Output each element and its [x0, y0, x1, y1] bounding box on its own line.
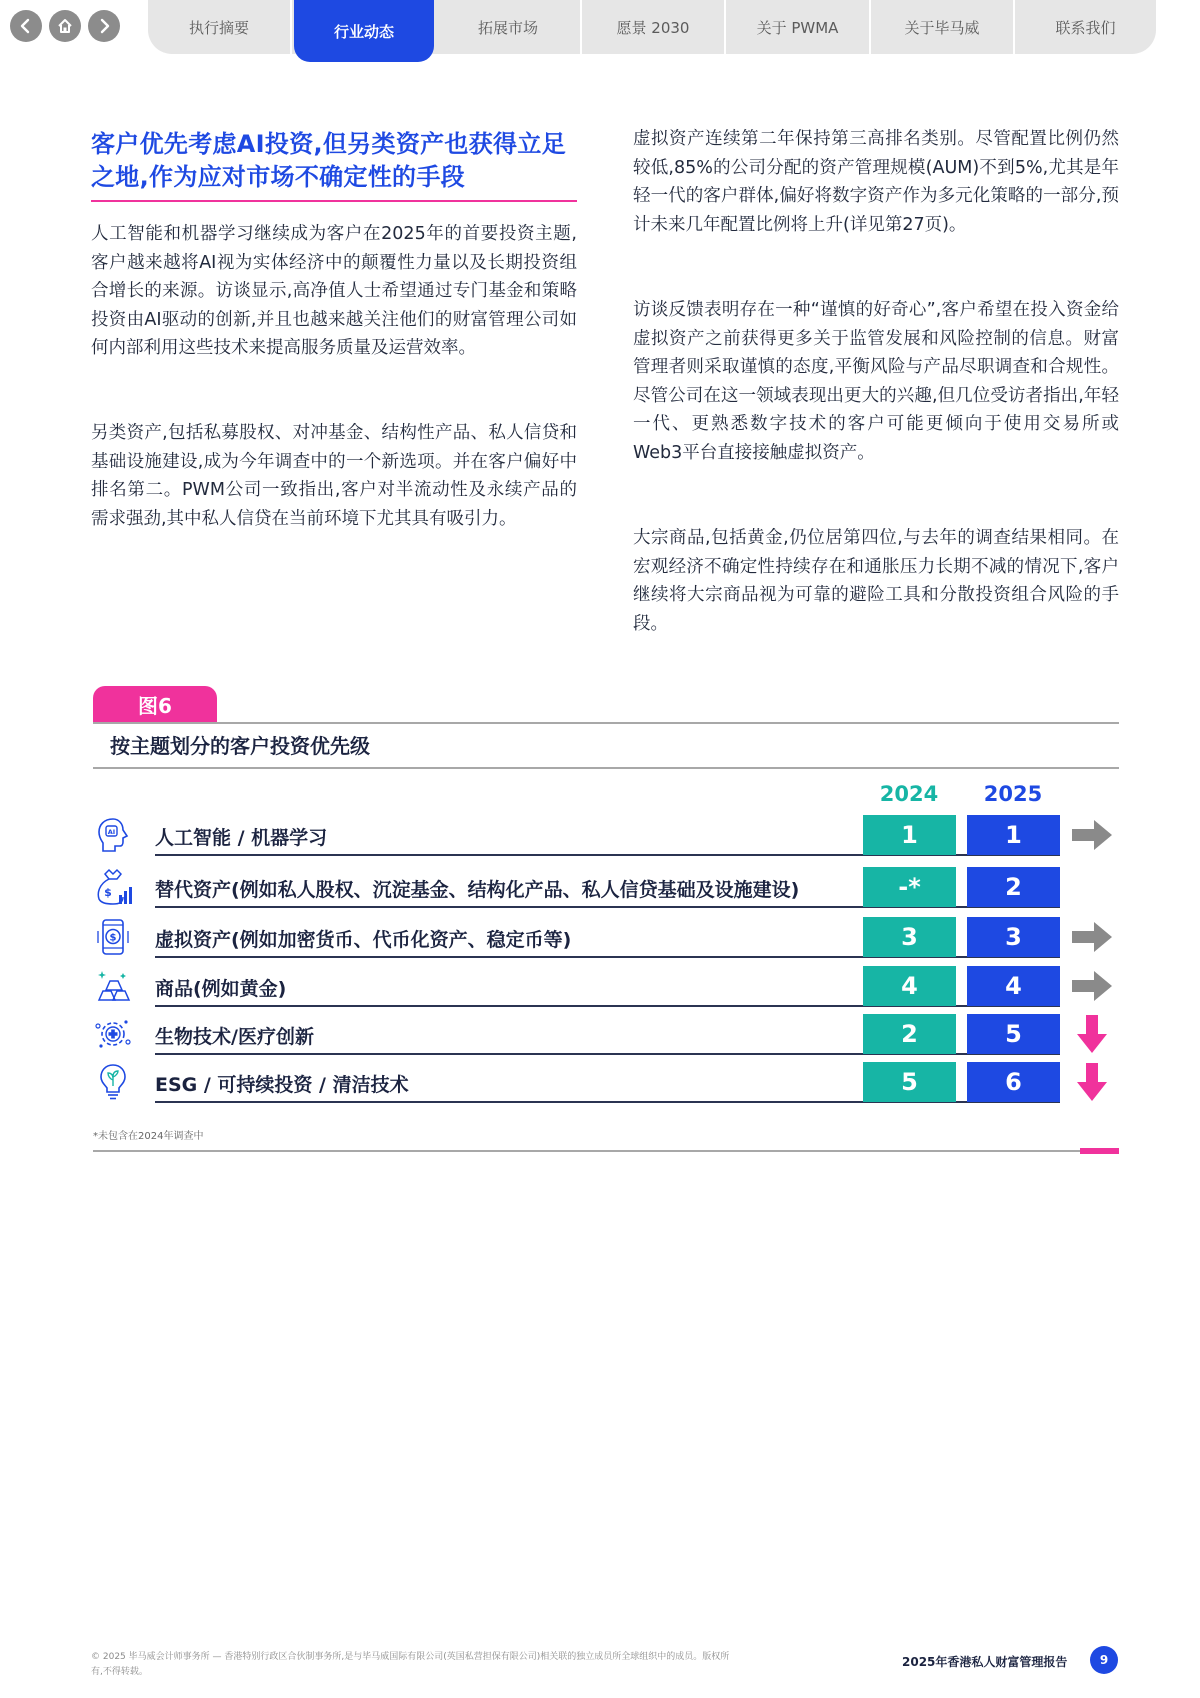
paragraph-cautious-curiosity: 访谈反馈表明存在一种“谨慎的好奇心”,客户希望在投入资金给虚拟资产之前获得更多关于监管发展和风险控制的信息。财富管理者则采取谨慎的态度,平衡风险与产品尽职调查和合规性。尽管公司在这一领域表现出更大的兴趣,但几位受访者指出,年轻一代、更熟悉数字技术的客户可能更倾向于使用交易所或Web3平台直接接触虚拟资产。	[633, 300, 1119, 463]
table-row	[0, 867, 1200, 909]
mobile-coin-icon	[93, 917, 133, 959]
heading-underline	[91, 200, 577, 202]
svg-text:AI: AI	[107, 828, 116, 836]
back-button[interactable]	[10, 10, 42, 42]
row-label: 商品(例如黄金)	[155, 978, 287, 1000]
paragraph-alternatives: 另类资产,包括私募股权、对冲基金、结构性产品、私人信贷和基础设施建设,成为今年调查中的一个新选项。并在客户偏好中排名第二。PWM公司一致指出,客户对半流动性及永续产品的需求强劲,其中私人信贷在当前环境下尤其具有吸引力。	[91, 423, 577, 529]
row-label: ESG / 可持续投资 / 清洁技术	[155, 1074, 409, 1096]
paragraph-virtual-assets: 虚拟资产连续第二年保持第三高排名类别。尽管配置比例仍然较低,85%的公司分配的资产管理规模(AUM)不到5%,尤其是年轻一代的客户群体,偏好将数字资产作为多元化策略的一部分,预计未来几年配置比例将上升(详见第27页)。	[633, 129, 1119, 235]
eco-bulb-icon	[93, 1062, 133, 1104]
money-bag-chart-icon	[93, 867, 133, 909]
table-row	[0, 966, 1200, 1008]
paragraph-commodities: 大宗商品,包括黄金,仍位居第四位,与去年的调查结果相同。在宏观经济不确定性持续存在和通胀压力长期不减的情况下,客户继续将大宗商品视为可靠的避险工具和分散投资组合风险的手段。	[633, 528, 1119, 634]
rank-2025-cell: 6	[967, 1062, 1060, 1102]
trend-down-arrow-icon	[1070, 1062, 1114, 1102]
forward-button[interactable]	[88, 10, 120, 42]
row-label: 生物技术/医疗创新	[155, 1026, 314, 1048]
table-row	[0, 917, 1200, 959]
tab-about-kpmg[interactable]: 关于毕马威	[871, 0, 1015, 54]
row-label: 人工智能 / 机器学习	[155, 827, 328, 849]
home-icon	[56, 17, 74, 35]
figure-tag: 图6	[93, 686, 217, 723]
svg-text:$: $	[104, 886, 112, 899]
tab-expand-market[interactable]: 拓展市场	[436, 0, 582, 54]
rank-2025-cell: 2	[967, 867, 1060, 907]
table-row	[0, 1062, 1200, 1104]
chevron-left-icon	[17, 17, 35, 35]
page-number: 9	[1090, 1646, 1118, 1674]
legal-notice: © 2025 毕马威会计师事务所 — 香港特别行政区合伙制事务所,是与毕马威国际有限公司(英国私营担保有限公司)相关联的独立成员所全球组织中的成员。版权所有,不得转载。	[91, 1652, 730, 1677]
ai-head-icon	[93, 815, 133, 857]
year-header-2024: 2024	[879, 782, 939, 806]
rank-2024-cell: 4	[863, 966, 956, 1006]
row-label: 虚拟资产(例如加密货币、代币化资产、稳定币等)	[155, 929, 572, 951]
medical-gear-icon	[93, 1014, 133, 1056]
home-button[interactable]	[49, 10, 81, 42]
trend-down-arrow-icon	[1070, 1014, 1114, 1054]
year-header-2025: 2025	[983, 782, 1043, 806]
rank-2024-cell: -*	[863, 867, 956, 907]
rank-2024-cell: 1	[863, 815, 956, 855]
table-row	[0, 815, 1200, 857]
figure-footnote: *未包含在2024年调查中	[93, 1131, 204, 1142]
tab-about-pwma[interactable]: 关于 PWMA	[726, 0, 871, 54]
figure-top-rule	[93, 722, 1119, 724]
paragraph-ai: 人工智能和机器学习继续成为客户在2025年的首要投资主题,客户越来越将AI视为实体经济中的颠覆性力量以及长期投资组合增长的来源。访谈显示,高净值人士希望通过专门基金和策略投资由AI驱动的创新,并且也越来越关注他们的财富管理公司如何内部利用这些技术来提高服务质量及运营效率。	[91, 224, 577, 358]
rank-2024-cell: 5	[863, 1062, 956, 1102]
tab-vision-2030[interactable]: 愿景 2030	[582, 0, 726, 54]
figure-bottom-rule	[93, 1150, 1083, 1152]
figure-bottom-accent	[1080, 1148, 1119, 1154]
figure-title: 按主题划分的客户投资优先级	[110, 734, 370, 758]
tab-industry-trends[interactable]: 行业动态	[294, 0, 434, 62]
section-heading: 客户优先考虑AI投资,但另类资产也获得立足之地,作为应对市场不确定性的手段	[91, 130, 566, 191]
trend-flat-arrow-icon	[1070, 917, 1114, 957]
trend-flat-arrow-icon	[1070, 815, 1114, 855]
tab-contact-us[interactable]: 联系我们	[1055, 18, 1116, 37]
rank-2025-cell: 1	[967, 815, 1060, 855]
tab-executive-summary[interactable]: 执行摘要	[148, 0, 292, 54]
rank-2025-cell: 4	[967, 966, 1060, 1006]
chevron-right-icon	[95, 17, 113, 35]
gold-bars-icon	[93, 966, 133, 1008]
row-label: 替代资产(例如私人股权、沉淀基金、结构化产品、私人信贷基础及设施建设)	[155, 879, 800, 901]
figure-title-rule	[93, 767, 1119, 769]
rank-2025-cell: 3	[967, 917, 1060, 957]
rank-2025-cell: 5	[967, 1014, 1060, 1054]
rank-2024-cell: 3	[863, 917, 956, 957]
report-title: 2025年香港私人财富管理报告	[902, 1655, 1068, 1669]
trend-flat-arrow-icon	[1070, 966, 1114, 1006]
svg-text:$: $	[109, 932, 117, 944]
rank-2024-cell: 2	[863, 1014, 956, 1054]
table-row	[0, 1014, 1200, 1056]
